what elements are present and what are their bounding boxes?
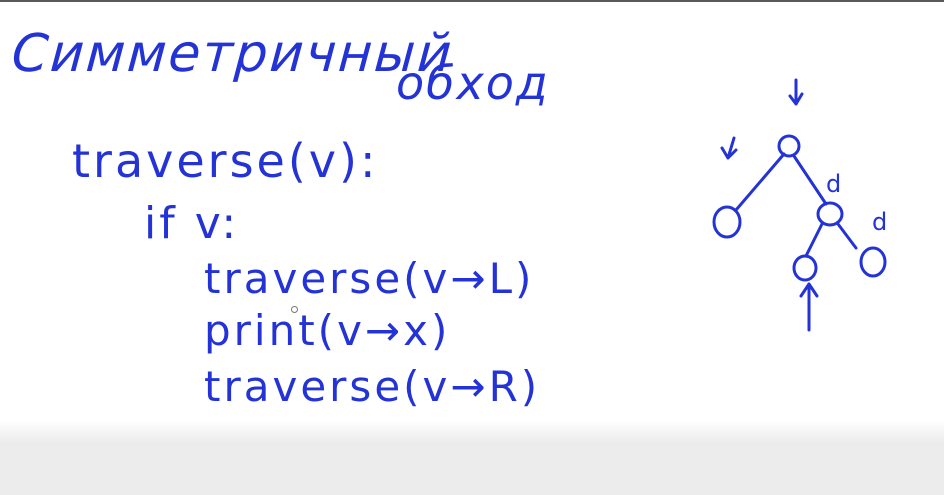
code-line-traverse-left: traverse(v→L) [204,254,535,303]
right-node [818,203,842,225]
up-arrow [801,284,817,330]
root-arrow [790,80,802,104]
cursor-dot [291,306,298,313]
root-node [779,136,799,156]
visited-mark-right-node: d [826,170,842,198]
right-left-node [794,256,816,280]
edge-right-rightchild [838,224,856,248]
binary-tree-diagram [700,72,910,342]
edge-root-left [736,154,784,210]
code-line-if: if v: [144,198,240,249]
title-text: Симметричный [9,24,456,84]
left-node [714,207,740,237]
left-arrow [722,138,736,158]
title-text-2: обход [396,56,550,110]
video-footer-bar [0,420,944,495]
right-right-node [861,248,885,276]
code-line-print: print(v→x) [204,306,451,355]
whiteboard-canvas [0,2,944,420]
code-line-function-def: traverse(v): [72,134,379,188]
edge-root-right [794,156,826,204]
code-line-traverse-right: traverse(v→R) [204,362,541,411]
visited-mark-right-right-node: d [872,208,888,236]
edge-right-leftchild [806,224,822,256]
